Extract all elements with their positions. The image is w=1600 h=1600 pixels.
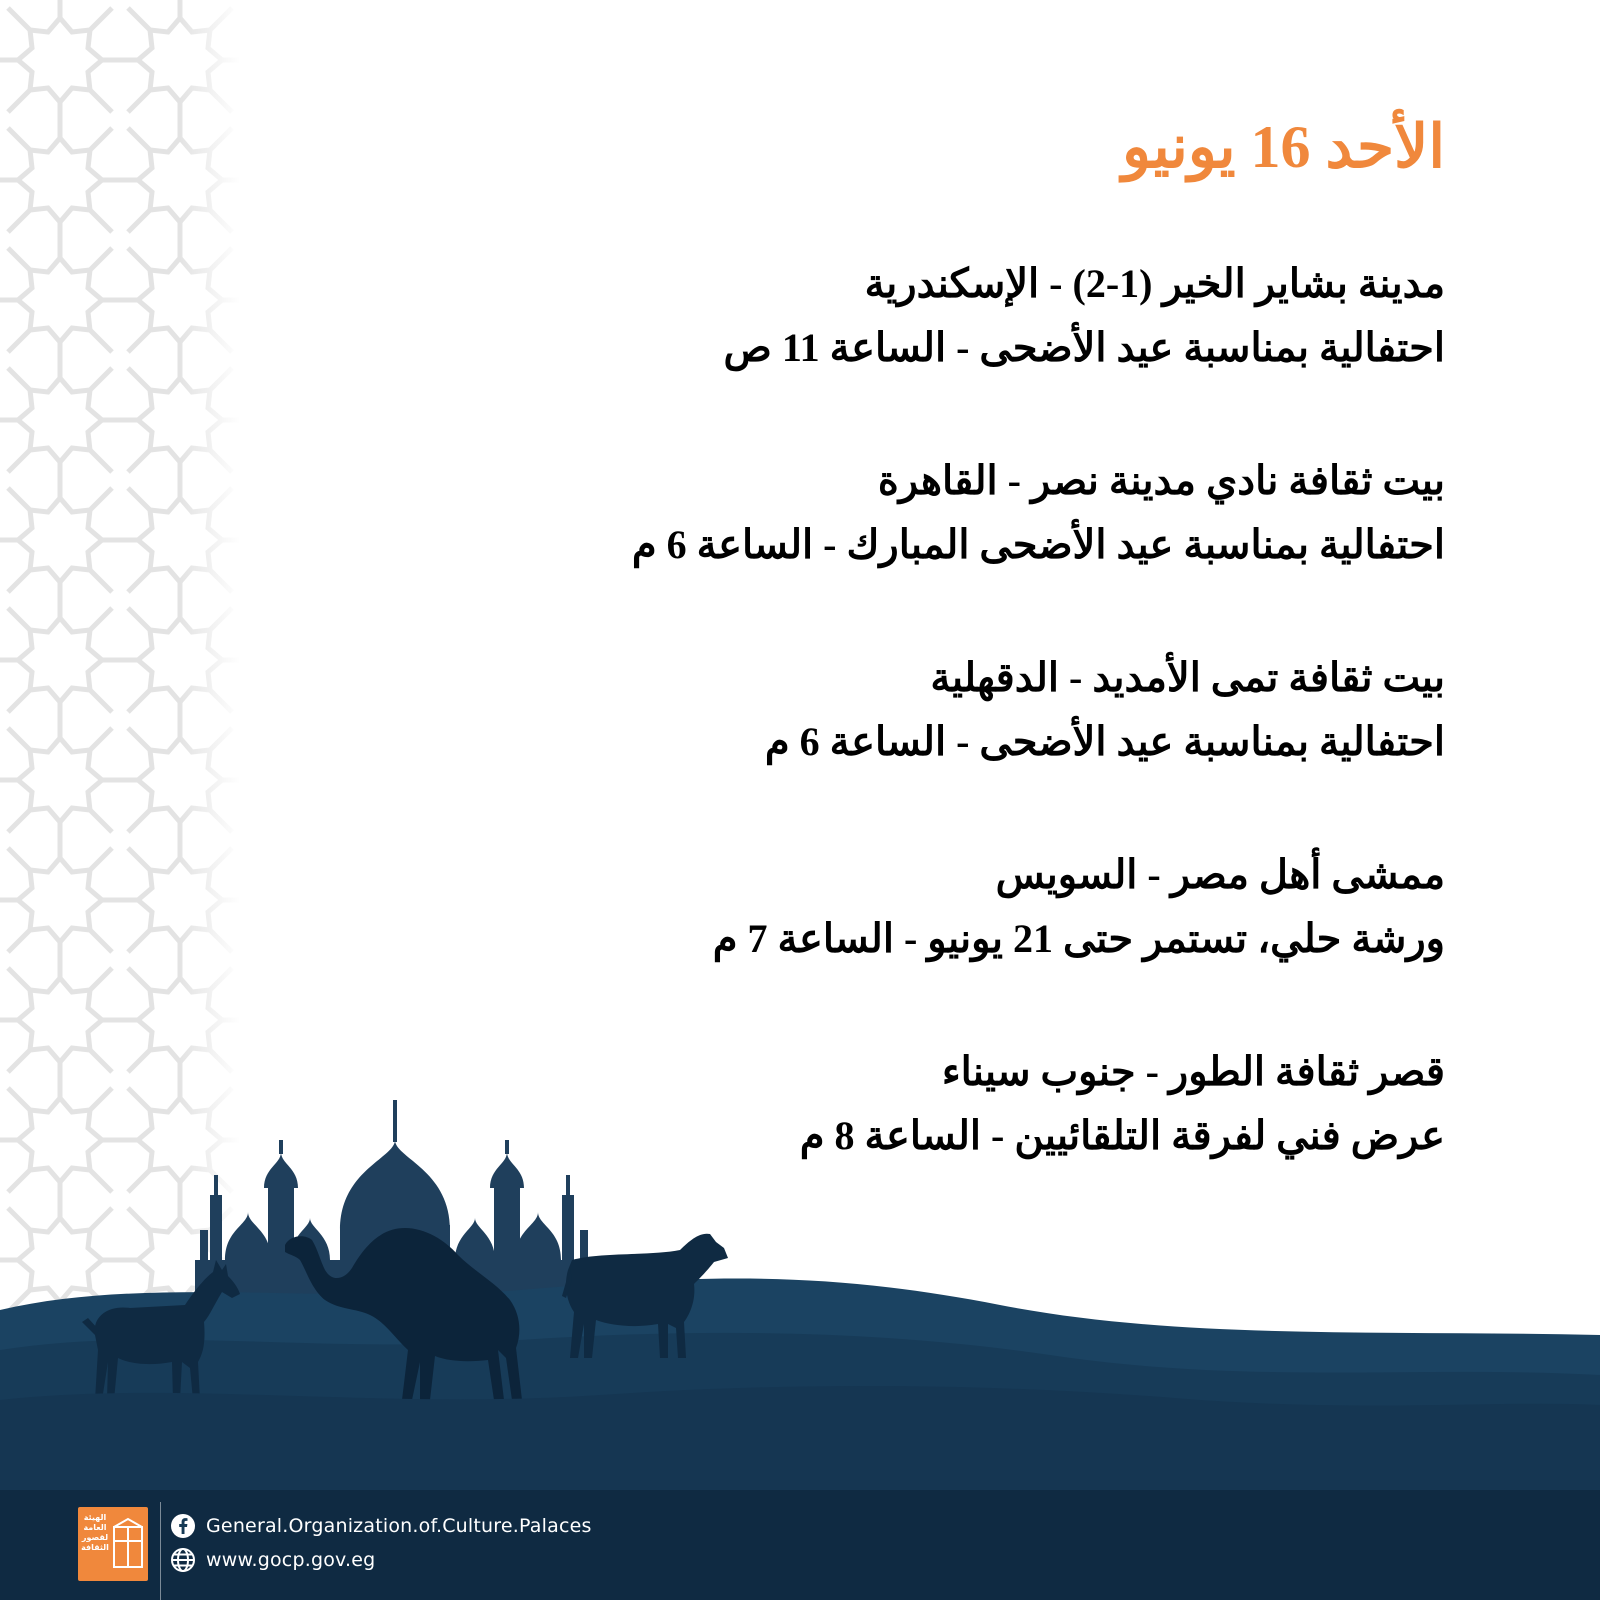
event-venue: مدينة بشاير الخير (1-2) - الإسكندرية [864,261,1445,306]
gocp-logo-icon [112,1517,144,1573]
globe-icon [170,1547,196,1573]
footer-divider [160,1502,161,1600]
facebook-label: General.Organization.of.Culture.Palaces [206,1515,592,1537]
event-venue: ممشى أهل مصر - السويس [995,852,1445,897]
event-activity: احتفالية بمناسبة عيد الأضحى المبارك - الساعة 6 م [631,522,1445,567]
event-activity: عرض فني لفرقة التلقائيين - الساعة 8 م [799,1113,1445,1158]
events-list [445,252,1445,1237]
event-venue: بيت ثقافة تمى الأمديد - الدقهلية [930,655,1445,700]
event-item [445,646,1445,843]
website-link[interactable] [170,1546,375,1574]
event-item [445,843,1445,1040]
logo-text: الهيئة العامة لقصور الثقافة [81,1513,109,1552]
event-venue: قصر ثقافة الطور - جنوب سيناء [941,1049,1445,1094]
facebook-link[interactable] [170,1512,592,1540]
event-item [445,252,1445,449]
footer [0,1490,1600,1600]
event-venue: بيت ثقافة نادي مدينة نصر - القاهرة [877,458,1445,503]
facebook-icon [170,1513,196,1539]
event-activity: ورشة حلي، تستمر حتى 21 يونيو - الساعة 7 م [712,916,1445,961]
website-label: www.gocp.gov.eg [206,1549,376,1571]
event-activity: احتفالية بمناسبة عيد الأضحى - الساعة 11 ص [723,325,1445,370]
gocp-logo [78,1507,148,1581]
event-activity: احتفالية بمناسبة عيد الأضحى - الساعة 6 م [764,719,1445,764]
event-item [445,449,1445,646]
page-title: الأحد 16 يونيو [1122,114,1445,180]
